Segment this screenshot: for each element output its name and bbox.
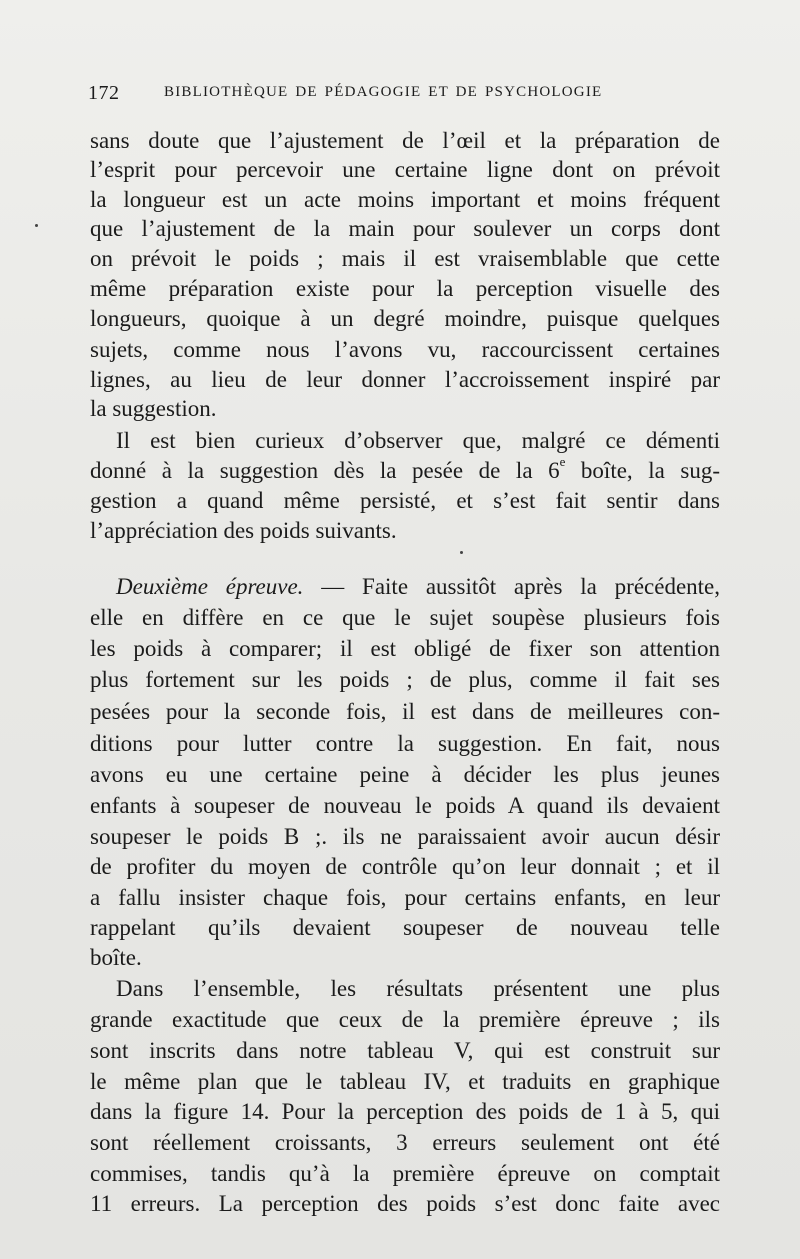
body-line: lignes, au lieu de leur donner l’accroissement inspiré par xyxy=(90,367,720,392)
body-line: la longueur est un acte moins important et moins fréquent xyxy=(90,187,720,212)
body-line: a fallu insister chaque fois, pour certains enfants, en leur xyxy=(90,885,720,910)
body-line: rappelant qu’ils devaient soupeser de nouveau telle xyxy=(90,915,720,940)
body-line: que l’ajustement de la main pour soulever un corps dont xyxy=(90,216,720,241)
body-line: sujets, comme nous l’avons vu, raccourcissent certaines xyxy=(90,337,720,362)
scan-mark xyxy=(35,224,38,227)
scan-mark xyxy=(460,551,463,554)
line-segment: donné à la suggestion dès la pesée de la 6 xyxy=(90,458,560,483)
body-line: pesées pour la seconde fois, il est dans de meilleures con- xyxy=(90,699,720,724)
body-line: sont réellement croissants, 3 erreurs seulement ont été xyxy=(90,1130,720,1155)
body-line: grande exactitude que ceux de la première épreuve ; ils xyxy=(90,1007,720,1032)
body-line: dans la figure 14. Pour la perception des poids de 1 à 5, qui xyxy=(90,1099,720,1124)
body-line: le même plan que le tableau IV, et traduits en graphique xyxy=(90,1069,720,1094)
paragraph-start-line: Il est bien curieux d’observer que, malgré ce démenti xyxy=(116,428,720,453)
ordinal-superscript: e xyxy=(559,454,566,469)
body-line: boîte. xyxy=(90,945,142,970)
body-line: longueurs, quoique à un degré moindre, puisque quelques xyxy=(90,306,720,331)
paragraph-start-line: Dans l’ensemble, les résultats présentent une plus xyxy=(116,976,720,1001)
body-line: elle en diffère en ce que le sujet soupèse plusieurs fois xyxy=(90,605,720,630)
body-line-with-superscript xyxy=(90,456,720,486)
running-head: BIBLIOTHÈQUE DE PÉDAGOGIE ET DE PSYCHOLOGIE xyxy=(164,84,603,100)
page-header xyxy=(88,82,718,110)
body-line: la suggestion. xyxy=(90,396,217,421)
line-segment: boîte, la sug- xyxy=(565,458,721,483)
body-line: 11 erreurs. La perception des poids s’est donc faite avec xyxy=(90,1191,720,1216)
body-line: sans doute que l’ajustement de l’œil et la préparation de xyxy=(90,128,720,153)
body-line: on prévoit le poids ; mais il est vraisemblable que cette xyxy=(90,246,720,271)
body-line: commises, tandis qu’à la première épreuve on comptait xyxy=(90,1161,720,1186)
body-line: de profiter du moyen de contrôle qu’on leur donnait ; et il xyxy=(90,854,720,879)
section-heading-text: — Faite aussitôt après la précédente, xyxy=(303,574,720,599)
body-line: même préparation existe pour la perception visuelle des xyxy=(90,276,720,301)
section-heading-line xyxy=(116,572,720,602)
body-line: sont inscrits dans notre tableau V, qui est construit sur xyxy=(90,1038,720,1063)
body-line: ditions pour lutter contre la suggestion. En fait, nous xyxy=(90,731,720,756)
body-line: plus fortement sur les poids ; de plus, comme il fait ses xyxy=(90,667,720,692)
body-line: les poids à comparer; il est obligé de fixer son attention xyxy=(90,636,720,661)
body-line: l’esprit pour percevoir une certaine ligne dont on prévoit xyxy=(90,157,720,182)
body-line: soupeser le poids B ;. ils ne paraissaient avoir aucun désir xyxy=(90,824,720,849)
page-number: 172 xyxy=(88,82,120,104)
body-line: enfants à soupeser de nouveau le poids A quand ils devaient xyxy=(90,793,720,818)
body-line: l’appréciation des poids suivants. xyxy=(90,518,397,543)
body-line: avons eu une certaine peine à décider les plus jeunes xyxy=(90,762,720,787)
body-line: gestion a quand même persisté, et s’est fait sentir dans xyxy=(90,488,720,513)
section-heading: Deuxième épreuve. xyxy=(116,574,304,599)
